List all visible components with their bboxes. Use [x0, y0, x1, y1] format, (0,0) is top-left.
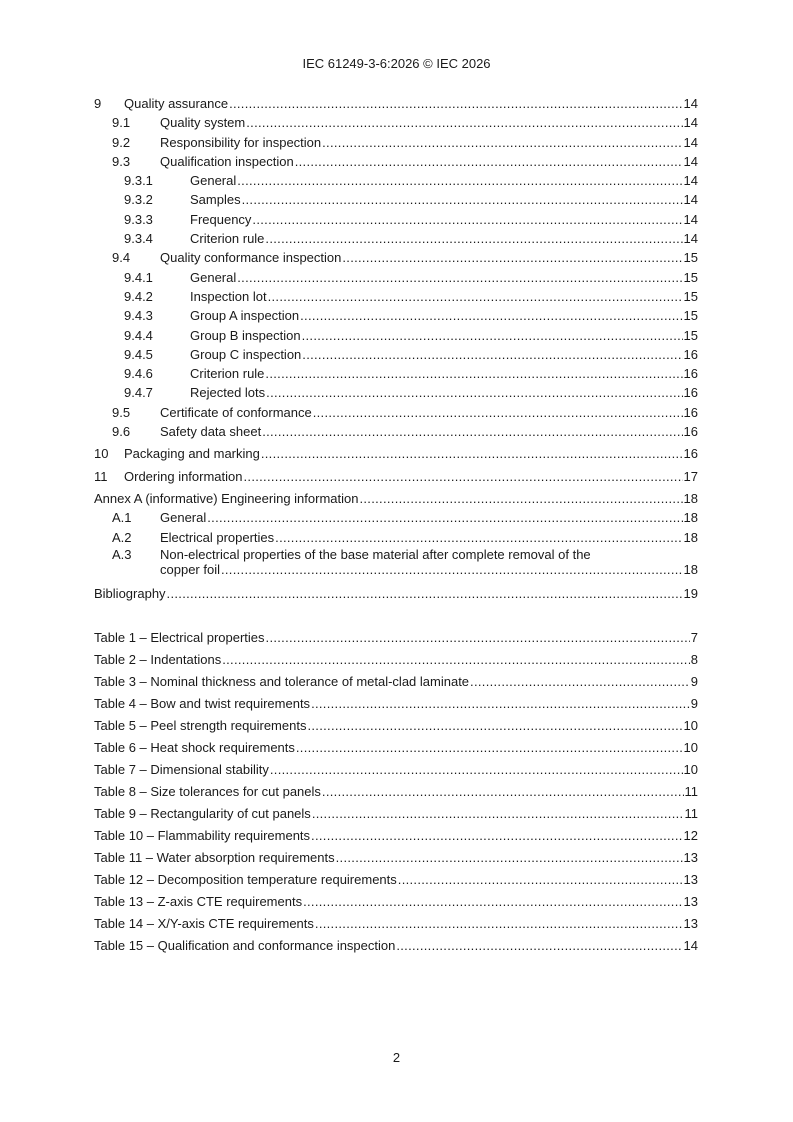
- table-list-entry[interactable]: [94, 781, 698, 803]
- leader-dots: [242, 190, 683, 209]
- table-list-page: 13: [683, 894, 698, 909]
- toc-entry-title: Packaging and marking: [124, 446, 260, 462]
- page-header: IEC 61249-3-6:2026 © IEC 2026: [302, 56, 491, 71]
- toc-entry-title: Non-electrical properties of the base material after complete removal of the: [160, 546, 591, 562]
- toc-entry[interactable]: [94, 326, 698, 345]
- toc-entry-number: 9.3.1: [124, 173, 153, 189]
- leader-dots: [315, 913, 683, 932]
- toc-entry-title-continued: copper foil: [160, 561, 220, 577]
- leader-dots: [470, 671, 690, 690]
- toc-entry-number: 9.4.7: [124, 385, 153, 401]
- toc-entry[interactable]: [94, 268, 698, 287]
- toc-entry-number: A.1: [112, 510, 132, 526]
- table-list-page: 9: [690, 696, 698, 711]
- leader-dots: [336, 847, 683, 866]
- toc-entry[interactable]: [94, 422, 698, 441]
- toc-entry-title: Group C inspection: [190, 346, 302, 362]
- leader-dots: [167, 584, 683, 603]
- table-list-entry[interactable]: [94, 671, 698, 693]
- table-list-entry[interactable]: [94, 825, 698, 847]
- leader-dots: [222, 649, 690, 668]
- toc-entry-number: 11: [94, 468, 108, 484]
- leader-dots: [237, 171, 682, 190]
- leader-dots: [262, 422, 682, 441]
- list-of-tables: [94, 627, 698, 957]
- leader-dots: [311, 825, 682, 844]
- leader-dots: [312, 803, 684, 822]
- table-list-entry[interactable]: [94, 891, 698, 913]
- leader-dots: [275, 528, 682, 547]
- toc-entry-page: 16: [683, 346, 698, 362]
- toc-entry-number: A.3: [112, 546, 132, 562]
- leader-dots: [322, 133, 682, 152]
- leader-dots: [396, 935, 682, 954]
- table-list-page: 12: [683, 828, 698, 843]
- table-list-page: 7: [690, 630, 698, 645]
- toc-entry-number: 9.6: [112, 424, 131, 440]
- toc-entry-title: Responsibility for inspection: [160, 134, 322, 150]
- toc-entry-number: 9.3.4: [124, 231, 153, 247]
- table-list-entry[interactable]: [94, 627, 698, 649]
- toc-entry-title: Rejected lots: [190, 385, 266, 401]
- toc-entry-page: 16: [683, 424, 698, 440]
- toc-entry-page: 14: [683, 134, 698, 150]
- toc-entry-title: General: [190, 173, 237, 189]
- leader-dots: [221, 562, 683, 581]
- leader-dots: [266, 383, 682, 402]
- toc-entry-page: 15: [683, 269, 698, 285]
- table-list-title: Table 6 – Heat shock requirements: [94, 740, 295, 755]
- leader-dots: [342, 248, 682, 267]
- leader-dots: [266, 627, 690, 646]
- toc-entry-number: 9: [94, 96, 102, 111]
- toc-entry-number: 9.4: [112, 250, 131, 266]
- table-list-page: 13: [683, 872, 698, 887]
- toc-entry-title: Group B inspection: [190, 327, 301, 343]
- toc-entry[interactable]: [94, 287, 698, 306]
- toc-entry-title: Frequency: [190, 211, 252, 227]
- table-list-title: Table 15 – Qualification and conformance inspection: [94, 938, 396, 953]
- toc-entry[interactable]: [94, 210, 698, 229]
- toc-entry[interactable]: [94, 113, 698, 132]
- table-list-entry[interactable]: [94, 935, 698, 957]
- toc-entry[interactable]: [94, 345, 698, 364]
- leader-dots: [311, 693, 690, 712]
- table-of-contents: [94, 94, 698, 603]
- leader-dots: [244, 467, 683, 486]
- toc-entry[interactable]: [94, 364, 698, 383]
- leader-dots: [322, 781, 684, 800]
- leader-dots: [303, 891, 682, 910]
- table-list-entry[interactable]: [94, 913, 698, 935]
- table-list-entry[interactable]: [94, 693, 698, 715]
- leader-dots: [359, 489, 682, 508]
- toc-entry-page: 18: [683, 510, 698, 526]
- toc-entry[interactable]: [94, 248, 698, 267]
- table-list-page: 10: [683, 762, 698, 777]
- table-list-entry[interactable]: [94, 649, 698, 671]
- toc-entry-page: 18: [683, 561, 698, 577]
- toc-entry-page: 17: [683, 468, 698, 484]
- table-list-page: 8: [690, 652, 698, 667]
- toc-entry-title: Quality system: [160, 115, 246, 131]
- table-list-entry[interactable]: [94, 715, 698, 737]
- toc-entry-number: 9.3.2: [124, 192, 153, 208]
- toc-entry-title: Inspection lot: [190, 288, 267, 304]
- table-list-page: 10: [683, 718, 698, 733]
- toc-entry-title: Certificate of conformance: [160, 404, 312, 420]
- toc-entry-page: 14: [683, 96, 698, 111]
- table-list-entry[interactable]: [94, 869, 698, 891]
- leader-dots: [313, 403, 683, 422]
- table-list-title: Table 7 – Dimensional stability: [94, 762, 269, 777]
- table-list-title: Table 11 – Water absorption requirements: [94, 850, 335, 865]
- toc-entry[interactable]: [94, 528, 698, 547]
- table-list-page: 11: [684, 784, 698, 799]
- leader-dots: [268, 287, 683, 306]
- leader-dots: [307, 715, 682, 734]
- toc-entry-number: A.2: [112, 529, 132, 545]
- toc-entry[interactable]: [94, 547, 698, 581]
- toc-entry-title: Bibliography: [94, 585, 166, 601]
- leader-dots: [296, 737, 683, 756]
- toc-entry-number: 9.4.3: [124, 308, 153, 324]
- toc-entry-title: Group A inspection: [190, 308, 300, 324]
- leader-dots: [265, 364, 682, 383]
- toc-entry-title: Annex A (informative) Engineering information: [94, 490, 359, 506]
- table-list-page: 14: [683, 938, 698, 953]
- table-list-title: Table 9 – Rectangularity of cut panels: [94, 806, 311, 821]
- toc-entry-number: 9.4.6: [124, 366, 153, 382]
- toc-entry-number: 9.4.2: [124, 288, 153, 304]
- leader-dots: [295, 152, 683, 171]
- toc-entry[interactable]: [94, 584, 698, 603]
- leader-dots: [229, 94, 682, 113]
- toc-entry-title: Quality conformance inspection: [160, 250, 342, 266]
- leader-dots: [265, 229, 682, 248]
- toc-entry-page: 14: [683, 211, 698, 227]
- table-list-title: Table 14 – X/Y-axis CTE requirements: [94, 916, 314, 931]
- toc-entry[interactable]: [94, 152, 698, 171]
- toc-entry-page: 19: [683, 585, 698, 601]
- toc-entry-page: 14: [683, 192, 698, 208]
- leader-dots: [398, 869, 683, 888]
- toc-entry[interactable]: [94, 229, 698, 248]
- toc-entry-number: 9.3.3: [124, 211, 153, 227]
- toc-entry-number: 9.2: [112, 134, 131, 150]
- leader-dots: [207, 508, 682, 527]
- toc-entry-page: 16: [683, 446, 698, 462]
- toc-entry-title: General: [160, 510, 207, 526]
- toc-entry-page: 16: [683, 366, 698, 382]
- table-list-page: 10: [683, 740, 698, 755]
- toc-entry-title: Ordering information: [124, 468, 243, 484]
- toc-entry-page: 15: [683, 308, 698, 324]
- toc-entry-number: 9.5: [112, 404, 131, 420]
- toc-entry[interactable]: [94, 171, 698, 190]
- table-list-page: 13: [683, 850, 698, 865]
- toc-entry-page: 14: [683, 115, 698, 131]
- toc-entry-title: Criterion rule: [190, 231, 265, 247]
- toc-entry-page: 18: [683, 529, 698, 545]
- toc-entry-page: 18: [683, 490, 698, 506]
- toc-entry-title: Qualification inspection: [160, 153, 294, 169]
- toc-entry-title: Electrical properties: [160, 529, 275, 545]
- toc-entry[interactable]: [94, 94, 698, 113]
- table-list-title: Table 8 – Size tolerances for cut panels: [94, 784, 321, 799]
- leader-dots: [237, 268, 682, 287]
- toc-entry-number: 9.4.5: [124, 346, 153, 362]
- toc-entry-number: 9.4.1: [124, 269, 153, 285]
- toc-entry[interactable]: [94, 190, 698, 209]
- leader-dots: [252, 210, 682, 229]
- toc-entry-title: Quality assurance: [124, 96, 229, 111]
- toc-entry[interactable]: [94, 306, 698, 325]
- leader-dots: [270, 759, 683, 778]
- toc-entry-page: 15: [683, 327, 698, 343]
- toc-entry-title: Criterion rule: [190, 366, 265, 382]
- table-list-page: 11: [684, 806, 698, 821]
- table-list-entry[interactable]: [94, 737, 698, 759]
- toc-entry-title: Safety data sheet: [160, 424, 262, 440]
- table-list-page: 9: [690, 674, 698, 689]
- toc-entry[interactable]: [94, 467, 698, 486]
- toc-entry-number: 9.4.4: [124, 327, 153, 343]
- toc-entry-page: 14: [683, 231, 698, 247]
- toc-entry-page: 16: [683, 404, 698, 420]
- leader-dots: [302, 326, 683, 345]
- leader-dots: [246, 113, 682, 132]
- page-number: 2: [392, 1050, 401, 1065]
- toc-entry-title: Samples: [190, 192, 241, 208]
- leader-dots: [300, 306, 682, 325]
- toc-entry[interactable]: [94, 133, 698, 152]
- table-list-title: Table 13 – Z-axis CTE requirements: [94, 894, 303, 909]
- toc-entry-page: 15: [683, 288, 698, 304]
- table-list-entry[interactable]: [94, 759, 698, 781]
- table-list-title: Table 4 – Bow and twist requirements: [94, 696, 311, 711]
- toc-entry[interactable]: [94, 508, 698, 527]
- table-list-title: Table 10 – Flammability requirements: [94, 828, 311, 843]
- toc-entry-page: 14: [683, 173, 698, 189]
- toc-entry-number: 10: [94, 446, 109, 462]
- table-list-title: Table 5 – Peel strength requirements: [94, 718, 307, 733]
- table-list-page: 13: [683, 916, 698, 931]
- toc-entry-page: 15: [683, 250, 698, 266]
- toc-entry[interactable]: [94, 489, 698, 508]
- toc-entry-page: 14: [683, 153, 698, 169]
- table-list-entry[interactable]: [94, 847, 698, 869]
- toc-entry[interactable]: [94, 444, 698, 463]
- toc-entry-number: 9.1: [112, 115, 131, 131]
- leader-dots: [261, 444, 683, 463]
- leader-dots: [302, 345, 682, 364]
- toc-entry[interactable]: [94, 383, 698, 402]
- toc-entry-title: General: [190, 269, 237, 285]
- table-list-title: Table 2 – Indentations: [94, 652, 222, 667]
- table-list-entry[interactable]: [94, 803, 698, 825]
- toc-entry-page: 16: [683, 385, 698, 401]
- table-list-title: Table 3 – Nominal thickness and tolerance of metal-clad laminate: [94, 674, 470, 689]
- table-list-title: Table 1 – Electrical properties: [94, 630, 265, 645]
- toc-entry[interactable]: [94, 403, 698, 422]
- toc-entry-number: 9.3: [112, 153, 131, 169]
- table-list-title: Table 12 – Decomposition temperature requirements: [94, 872, 397, 887]
